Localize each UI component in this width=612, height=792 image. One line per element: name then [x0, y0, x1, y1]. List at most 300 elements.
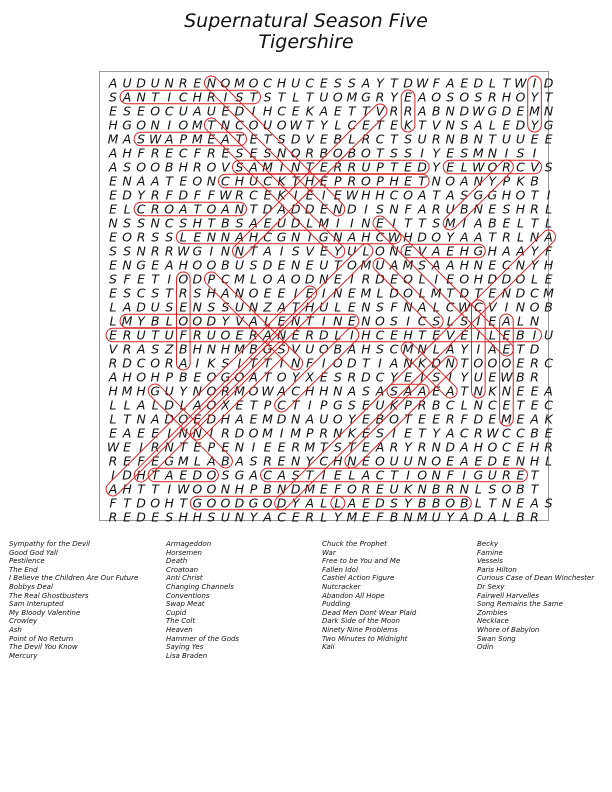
- grid-letter[interactable]: D: [192, 467, 203, 483]
- grid-letter[interactable]: L: [502, 509, 510, 525]
- grid-letter[interactable]: T: [305, 117, 314, 133]
- grid-letter[interactable]: A: [488, 341, 497, 357]
- grid-letter[interactable]: K: [277, 173, 286, 189]
- grid-letter[interactable]: O: [332, 89, 343, 105]
- grid-letter[interactable]: E: [432, 383, 441, 399]
- grid-letter[interactable]: M: [402, 341, 414, 357]
- grid-letter[interactable]: O: [459, 89, 470, 105]
- grid-letter[interactable]: D: [417, 229, 427, 245]
- grid-letter[interactable]: N: [319, 271, 329, 287]
- grid-letter[interactable]: E: [319, 481, 328, 497]
- grid-letter[interactable]: F: [165, 187, 173, 203]
- grid-letter[interactable]: O: [150, 103, 161, 119]
- grid-letter[interactable]: W: [472, 103, 485, 119]
- grid-letter[interactable]: O: [164, 201, 175, 217]
- grid-letter[interactable]: M: [318, 215, 330, 231]
- grid-letter[interactable]: N: [234, 201, 245, 217]
- grid-letter[interactable]: S: [502, 201, 511, 217]
- grid-letter[interactable]: S: [221, 299, 230, 315]
- grid-letter[interactable]: T: [207, 215, 216, 231]
- grid-letter[interactable]: N: [234, 285, 245, 301]
- grid-letter[interactable]: G: [473, 187, 484, 203]
- grid-letter[interactable]: S: [516, 145, 525, 161]
- grid-letter[interactable]: L: [320, 495, 328, 511]
- grid-letter[interactable]: N: [417, 481, 427, 497]
- grid-letter[interactable]: H: [122, 145, 132, 161]
- grid-letter[interactable]: O: [431, 229, 442, 245]
- grid-letter[interactable]: T: [390, 467, 398, 483]
- grid-letter[interactable]: K: [488, 383, 497, 399]
- grid-letter[interactable]: T: [488, 229, 497, 245]
- grid-letter[interactable]: P: [263, 397, 272, 413]
- grid-letter[interactable]: O: [234, 369, 245, 385]
- grid-letter[interactable]: B: [459, 201, 469, 217]
- grid-letter[interactable]: S: [291, 467, 300, 483]
- grid-letter[interactable]: O: [445, 173, 456, 189]
- grid-letter[interactable]: W: [148, 131, 162, 147]
- grid-letter[interactable]: P: [165, 369, 173, 385]
- grid-letter[interactable]: E: [291, 509, 300, 525]
- grid-letter[interactable]: S: [123, 159, 132, 175]
- grid-letter[interactable]: S: [221, 467, 230, 483]
- grid-letter[interactable]: T: [151, 481, 159, 497]
- grid-letter[interactable]: N: [122, 173, 132, 189]
- grid-letter[interactable]: S: [263, 89, 272, 105]
- grid-letter[interactable]: A: [193, 397, 202, 413]
- grid-letter[interactable]: W: [177, 243, 190, 259]
- grid-letter[interactable]: R: [445, 411, 455, 427]
- grid-letter[interactable]: G: [164, 453, 175, 469]
- grid-letter[interactable]: B: [164, 159, 174, 175]
- grid-letter[interactable]: E: [530, 131, 539, 147]
- grid-letter[interactable]: I: [111, 467, 115, 483]
- grid-letter[interactable]: E: [109, 257, 117, 273]
- grid-letter[interactable]: O: [262, 271, 273, 287]
- grid-letter[interactable]: A: [122, 89, 132, 105]
- grid-letter[interactable]: A: [347, 229, 357, 245]
- grid-letter[interactable]: A: [249, 467, 258, 483]
- grid-letter[interactable]: I: [476, 341, 481, 357]
- grid-letter[interactable]: N: [445, 355, 455, 371]
- grid-letter[interactable]: I: [251, 439, 256, 455]
- grid-letter[interactable]: H: [122, 369, 132, 385]
- grid-letter[interactable]: H: [361, 229, 371, 245]
- grid-letter[interactable]: K: [277, 187, 286, 203]
- grid-letter[interactable]: E: [319, 173, 328, 189]
- grid-letter[interactable]: G: [122, 117, 132, 133]
- grid-letter[interactable]: L: [250, 271, 258, 287]
- grid-letter[interactable]: S: [333, 75, 342, 91]
- grid-letter[interactable]: V: [291, 341, 300, 357]
- grid-letter[interactable]: O: [178, 411, 189, 427]
- grid-letter[interactable]: U: [150, 299, 160, 315]
- grid-letter[interactable]: O: [192, 173, 203, 189]
- grid-letter[interactable]: D: [529, 341, 540, 357]
- grid-letter[interactable]: G: [192, 495, 203, 511]
- grid-letter[interactable]: O: [290, 145, 301, 161]
- grid-letter[interactable]: T: [390, 75, 398, 91]
- grid-letter[interactable]: E: [179, 173, 188, 189]
- grid-letter[interactable]: E: [333, 187, 342, 203]
- grid-letter[interactable]: F: [376, 509, 384, 525]
- grid-letter[interactable]: R: [291, 439, 301, 455]
- grid-letter[interactable]: G: [318, 229, 329, 245]
- grid-letter[interactable]: T: [305, 159, 314, 175]
- grid-letter[interactable]: D: [136, 299, 146, 315]
- grid-letter[interactable]: O: [220, 75, 231, 91]
- grid-letter[interactable]: S: [347, 75, 356, 91]
- grid-letter[interactable]: N: [192, 299, 203, 315]
- grid-letter[interactable]: Y: [334, 509, 342, 525]
- grid-letter[interactable]: M: [234, 271, 245, 287]
- grid-letter[interactable]: E: [249, 131, 258, 147]
- grid-letter[interactable]: O: [136, 369, 147, 385]
- grid-letter[interactable]: I: [167, 89, 172, 105]
- grid-letter[interactable]: O: [178, 313, 189, 329]
- grid-letter[interactable]: Y: [291, 495, 300, 511]
- grid-letter[interactable]: B: [319, 145, 329, 161]
- grid-letter[interactable]: A: [305, 495, 315, 511]
- grid-letter[interactable]: T: [474, 285, 483, 301]
- grid-letter[interactable]: U: [206, 327, 216, 343]
- grid-letter[interactable]: O: [445, 495, 456, 511]
- grid-letter[interactable]: D: [276, 495, 287, 511]
- grid-letter[interactable]: U: [248, 173, 259, 189]
- grid-letter[interactable]: D: [206, 411, 217, 427]
- grid-letter[interactable]: Y: [137, 187, 145, 203]
- grid-letter[interactable]: A: [488, 509, 497, 525]
- grid-letter[interactable]: S: [460, 187, 469, 203]
- grid-letter[interactable]: R: [375, 89, 385, 105]
- grid-letter[interactable]: I: [139, 439, 143, 455]
- grid-letter[interactable]: R: [333, 159, 343, 175]
- grid-letter[interactable]: N: [347, 453, 357, 469]
- grid-letter[interactable]: E: [361, 453, 370, 469]
- grid-letter[interactable]: L: [334, 117, 342, 133]
- grid-letter[interactable]: O: [403, 271, 413, 287]
- grid-letter[interactable]: T: [193, 201, 202, 217]
- grid-letter[interactable]: A: [431, 243, 441, 259]
- grid-letter[interactable]: B: [221, 257, 230, 273]
- grid-letter[interactable]: R: [207, 145, 216, 161]
- grid-letter[interactable]: U: [319, 257, 329, 273]
- grid-letter[interactable]: E: [361, 439, 370, 455]
- grid-letter[interactable]: C: [319, 453, 329, 469]
- grid-letter[interactable]: T: [362, 355, 370, 371]
- grid-letter[interactable]: P: [179, 131, 188, 147]
- grid-letter[interactable]: U: [445, 201, 455, 217]
- grid-letter[interactable]: A: [445, 425, 455, 441]
- grid-letter[interactable]: A: [178, 355, 188, 371]
- grid-letter[interactable]: D: [234, 103, 245, 119]
- grid-letter[interactable]: N: [361, 313, 371, 329]
- grid-letter[interactable]: N: [543, 103, 554, 119]
- grid-letter[interactable]: C: [389, 187, 399, 203]
- grid-letter[interactable]: E: [179, 299, 188, 315]
- grid-letter[interactable]: R: [361, 271, 371, 287]
- grid-letter[interactable]: I: [504, 299, 509, 315]
- grid-letter[interactable]: D: [501, 271, 512, 287]
- grid-letter[interactable]: M: [529, 103, 540, 119]
- grid-letter[interactable]: G: [262, 341, 273, 357]
- grid-letter[interactable]: P: [376, 159, 384, 175]
- grid-letter[interactable]: B: [347, 145, 357, 161]
- grid-letter[interactable]: R: [417, 397, 427, 413]
- grid-letter[interactable]: R: [235, 187, 244, 203]
- grid-letter[interactable]: M: [107, 131, 119, 147]
- grid-letter[interactable]: E: [109, 425, 117, 441]
- grid-letter[interactable]: M: [290, 425, 302, 441]
- grid-letter[interactable]: R: [164, 243, 174, 259]
- grid-letter[interactable]: B: [221, 453, 230, 469]
- grid-letter[interactable]: T: [404, 215, 412, 231]
- grid-letter[interactable]: E: [516, 439, 525, 455]
- grid-letter[interactable]: Y: [390, 89, 398, 105]
- grid-letter[interactable]: E: [333, 271, 342, 287]
- grid-letter[interactable]: M: [121, 313, 133, 329]
- grid-letter[interactable]: N: [276, 481, 287, 497]
- grid-letter[interactable]: T: [530, 187, 539, 203]
- grid-letter[interactable]: G: [276, 229, 287, 245]
- grid-letter[interactable]: A: [403, 383, 413, 399]
- grid-letter[interactable]: H: [543, 257, 554, 273]
- grid-letter[interactable]: T: [249, 201, 258, 217]
- grid-letter[interactable]: A: [207, 453, 216, 469]
- grid-letter[interactable]: N: [333, 313, 343, 329]
- grid-letter[interactable]: G: [332, 397, 343, 413]
- grid-letter[interactable]: N: [417, 341, 427, 357]
- grid-letter[interactable]: E: [137, 425, 146, 441]
- grid-letter[interactable]: I: [476, 313, 481, 329]
- grid-letter[interactable]: H: [333, 453, 343, 469]
- grid-letter[interactable]: S: [291, 243, 300, 259]
- grid-letter[interactable]: T: [348, 103, 356, 119]
- grid-letter[interactable]: R: [530, 369, 539, 385]
- grid-letter[interactable]: I: [279, 159, 284, 175]
- grid-letter[interactable]: A: [122, 425, 132, 441]
- grid-letter[interactable]: R: [389, 103, 399, 119]
- grid-letter[interactable]: A: [277, 383, 286, 399]
- grid-letter[interactable]: A: [417, 299, 427, 315]
- grid-letter[interactable]: L: [516, 313, 524, 329]
- grid-letter[interactable]: C: [375, 467, 385, 483]
- grid-letter[interactable]: E: [277, 285, 286, 301]
- grid-letter[interactable]: M: [234, 75, 245, 91]
- grid-letter[interactable]: E: [516, 411, 525, 427]
- grid-letter[interactable]: O: [192, 257, 203, 273]
- grid-letter[interactable]: A: [164, 131, 174, 147]
- grid-letter[interactable]: S: [109, 243, 117, 259]
- grid-letter[interactable]: E: [530, 383, 539, 399]
- grid-letter[interactable]: A: [445, 187, 455, 203]
- grid-letter[interactable]: E: [319, 131, 328, 147]
- grid-letter[interactable]: O: [431, 453, 442, 469]
- grid-letter[interactable]: E: [277, 313, 286, 329]
- grid-letter[interactable]: D: [192, 271, 203, 287]
- grid-letter[interactable]: T: [516, 341, 525, 357]
- grid-letter[interactable]: K: [305, 103, 314, 119]
- grid-letter[interactable]: K: [207, 355, 216, 371]
- grid-letter[interactable]: D: [136, 75, 146, 91]
- grid-letter[interactable]: A: [445, 75, 455, 91]
- grid-letter[interactable]: L: [474, 481, 482, 497]
- grid-letter[interactable]: N: [417, 453, 427, 469]
- grid-letter[interactable]: E: [151, 509, 160, 525]
- grid-letter[interactable]: F: [334, 481, 342, 497]
- grid-letter[interactable]: R: [361, 131, 371, 147]
- grid-letter[interactable]: N: [164, 439, 174, 455]
- grid-letter[interactable]: R: [431, 201, 441, 217]
- grid-letter[interactable]: M: [346, 509, 358, 525]
- grid-letter[interactable]: H: [192, 215, 203, 231]
- grid-letter[interactable]: S: [376, 341, 384, 357]
- grid-letter[interactable]: C: [263, 75, 272, 91]
- grid-letter[interactable]: T: [376, 145, 384, 161]
- grid-letter[interactable]: S: [277, 341, 286, 357]
- grid-letter[interactable]: O: [515, 89, 526, 105]
- grid-letter[interactable]: V: [431, 117, 441, 133]
- grid-letter[interactable]: O: [192, 481, 203, 497]
- grid-letter[interactable]: O: [248, 75, 259, 91]
- grid-letter[interactable]: A: [150, 173, 160, 189]
- grid-letter[interactable]: R: [502, 467, 511, 483]
- grid-letter[interactable]: N: [122, 257, 132, 273]
- grid-letter[interactable]: D: [136, 509, 146, 525]
- grid-letter[interactable]: D: [361, 369, 371, 385]
- grid-letter[interactable]: R: [431, 131, 441, 147]
- grid-letter[interactable]: R: [389, 439, 399, 455]
- grid-letter[interactable]: U: [361, 159, 371, 175]
- grid-letter[interactable]: E: [361, 495, 370, 511]
- grid-letter[interactable]: N: [333, 229, 343, 245]
- grid-letter[interactable]: N: [515, 453, 526, 469]
- grid-letter[interactable]: E: [221, 103, 230, 119]
- grid-letter[interactable]: A: [530, 495, 539, 511]
- grid-letter[interactable]: L: [531, 271, 539, 287]
- grid-letter[interactable]: E: [361, 425, 370, 441]
- grid-letter[interactable]: H: [529, 453, 540, 469]
- grid-letter[interactable]: L: [292, 89, 300, 105]
- grid-letter[interactable]: H: [276, 75, 287, 91]
- grid-letter[interactable]: A: [122, 131, 132, 147]
- grid-letter[interactable]: T: [348, 439, 356, 455]
- grid-letter[interactable]: T: [151, 271, 159, 287]
- grid-letter[interactable]: I: [321, 467, 326, 483]
- grid-letter[interactable]: E: [235, 397, 244, 413]
- grid-letter[interactable]: N: [333, 383, 343, 399]
- grid-letter[interactable]: A: [150, 411, 160, 427]
- grid-letter[interactable]: R: [319, 425, 329, 441]
- grid-letter[interactable]: D: [375, 271, 385, 287]
- grid-letter[interactable]: E: [516, 383, 525, 399]
- grid-letter[interactable]: B: [516, 369, 525, 385]
- grid-letter[interactable]: S: [151, 285, 160, 301]
- grid-letter[interactable]: S: [151, 229, 160, 245]
- grid-letter[interactable]: L: [545, 215, 553, 231]
- grid-letter[interactable]: E: [249, 145, 258, 161]
- grid-letter[interactable]: P: [305, 425, 314, 441]
- grid-letter[interactable]: R: [150, 439, 160, 455]
- grid-letter[interactable]: Y: [446, 229, 455, 245]
- grid-letter[interactable]: Y: [291, 369, 300, 385]
- grid-letter[interactable]: D: [487, 271, 498, 287]
- grid-letter[interactable]: U: [389, 481, 399, 497]
- grid-letter[interactable]: O: [515, 271, 526, 287]
- grid-letter[interactable]: E: [376, 215, 384, 231]
- grid-letter[interactable]: N: [136, 411, 146, 427]
- grid-letter[interactable]: C: [221, 173, 230, 189]
- grid-letter[interactable]: K: [516, 173, 525, 189]
- grid-letter[interactable]: U: [291, 75, 301, 91]
- grid-letter[interactable]: E: [319, 75, 328, 91]
- grid-letter[interactable]: H: [136, 383, 146, 399]
- grid-letter[interactable]: C: [249, 187, 258, 203]
- grid-letter[interactable]: D: [459, 103, 470, 119]
- grid-letter[interactable]: N: [290, 313, 301, 329]
- grid-letter[interactable]: D: [136, 495, 146, 511]
- grid-letter[interactable]: I: [392, 215, 396, 231]
- grid-letter[interactable]: O: [487, 439, 498, 455]
- grid-letter[interactable]: E: [193, 439, 202, 455]
- grid-letter[interactable]: X: [305, 369, 315, 385]
- grid-letter[interactable]: T: [263, 355, 272, 371]
- grid-letter[interactable]: G: [234, 467, 245, 483]
- grid-letter[interactable]: L: [460, 159, 468, 175]
- grid-letter[interactable]: N: [445, 131, 455, 147]
- grid-letter[interactable]: O: [473, 355, 484, 371]
- grid-letter[interactable]: Y: [460, 369, 469, 385]
- grid-letter[interactable]: M: [444, 215, 456, 231]
- grid-letter[interactable]: E: [418, 411, 427, 427]
- grid-letter[interactable]: H: [206, 285, 217, 301]
- grid-letter[interactable]: G: [150, 383, 161, 399]
- grid-letter[interactable]: I: [209, 425, 214, 441]
- grid-letter[interactable]: N: [136, 89, 146, 105]
- grid-letter[interactable]: N: [333, 425, 343, 441]
- grid-letter[interactable]: E: [361, 509, 370, 525]
- grid-letter[interactable]: N: [150, 117, 160, 133]
- grid-letter[interactable]: A: [164, 467, 174, 483]
- grid-letter[interactable]: R: [150, 243, 160, 259]
- grid-letter[interactable]: M: [121, 383, 133, 399]
- grid-letter[interactable]: U: [262, 117, 273, 133]
- grid-letter[interactable]: N: [276, 327, 287, 343]
- grid-letter[interactable]: B: [459, 495, 469, 511]
- grid-letter[interactable]: O: [206, 397, 217, 413]
- grid-letter[interactable]: S: [390, 145, 398, 161]
- grid-letter[interactable]: E: [502, 117, 511, 133]
- grid-letter[interactable]: N: [403, 355, 413, 371]
- grid-letter[interactable]: D: [515, 285, 526, 301]
- grid-letter[interactable]: C: [375, 131, 385, 147]
- grid-letter[interactable]: E: [390, 271, 398, 287]
- grid-letter[interactable]: E: [488, 411, 497, 427]
- grid-letter[interactable]: O: [332, 411, 343, 427]
- grid-letter[interactable]: N: [529, 229, 540, 245]
- grid-letter[interactable]: L: [545, 453, 553, 469]
- grid-letter[interactable]: R: [178, 285, 188, 301]
- grid-letter[interactable]: E: [432, 327, 441, 343]
- grid-letter[interactable]: B: [516, 481, 525, 497]
- grid-letter[interactable]: Y: [348, 411, 356, 427]
- grid-letter[interactable]: I: [378, 355, 382, 371]
- grid-letter[interactable]: N: [501, 285, 512, 301]
- grid-letter[interactable]: A: [389, 257, 399, 273]
- grid-letter[interactable]: K: [403, 117, 413, 133]
- grid-letter[interactable]: F: [137, 145, 145, 161]
- grid-letter[interactable]: E: [488, 285, 497, 301]
- grid-letter[interactable]: E: [207, 131, 216, 147]
